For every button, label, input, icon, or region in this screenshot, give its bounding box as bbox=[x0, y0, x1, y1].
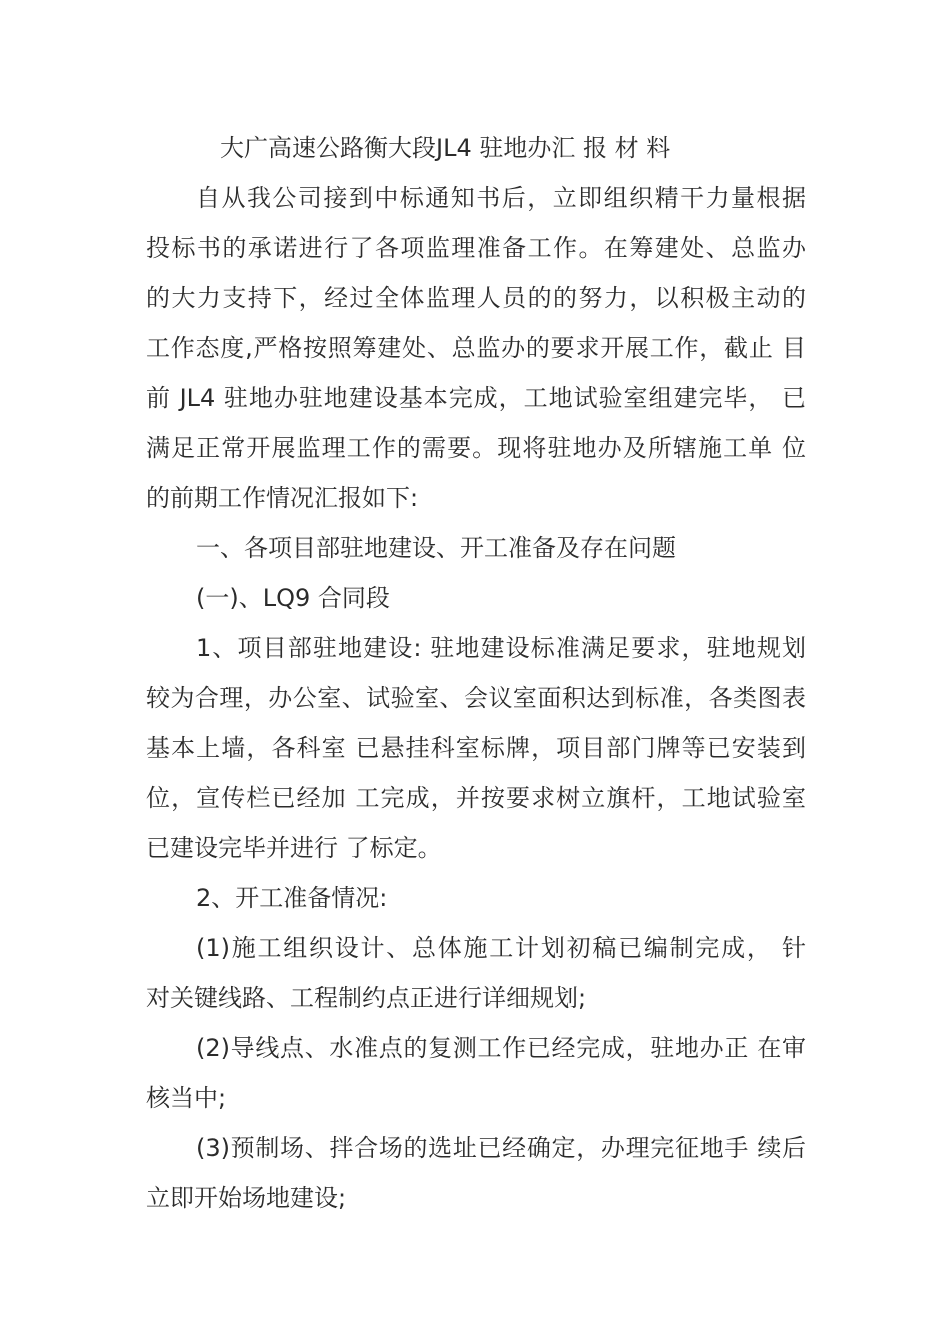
list-item-line: 对关键线路、工程制约点正进行详细规划; bbox=[146, 984, 587, 1012]
list-item-line: (2)导线点、水准点的复测工作已经完成，驻地办正 在审 bbox=[196, 1034, 806, 1062]
paragraph-line: 已建设完毕并进行 了标定。 bbox=[146, 834, 442, 862]
paragraph-line: 满足正常开展监理工作的需要。现将驻地办及所辖施工单 位 bbox=[146, 434, 806, 462]
section-heading: 一、各项目部驻地建设、开工准备及存在问题 bbox=[196, 534, 676, 562]
paragraph-line: 自从我公司接到中标通知书后，立即组织精干力量根据 bbox=[196, 184, 806, 212]
list-item-line: 核当中; bbox=[146, 1084, 227, 1112]
paragraph-line: 前 JL4 驻地办驻地建设基本完成，工地试验室组建完毕， 已 bbox=[146, 384, 806, 412]
document-title: 大广高速公路衡大段JL4 驻地办汇 报 材 料 bbox=[220, 134, 671, 162]
paragraph-line: 1、项目部驻地建设: 驻地建设标准满足要求，驻地规划 bbox=[196, 634, 806, 662]
paragraph-line: 的大力支持下，经过全体监理人员的的努力，以积极主动的 bbox=[146, 284, 806, 312]
paragraph-line: 的前期工作情况汇报如下: bbox=[146, 484, 419, 512]
paragraph-line: 工作态度,严格按照筹建处、总监办的要求开展工作，截止 目 bbox=[146, 334, 806, 362]
subsection-heading: (一)、LQ9 合同段 bbox=[196, 584, 390, 612]
paragraph-line: 基本上墙，各科室 已悬挂科室标牌，项目部门牌等已安装到 bbox=[146, 734, 806, 762]
list-item-line: (1)施工组织设计、总体施工计划初稿已编制完成， 针 bbox=[196, 934, 806, 962]
paragraph-line: 较为合理，办公室、试验室、会议室面积达到标准，各类图表 bbox=[146, 684, 806, 712]
paragraph-line: 位，宣传栏已经加 工完成，并按要求树立旗杆，工地试验室 bbox=[146, 784, 806, 812]
list-item-line: 立即开始场地建设; bbox=[146, 1184, 347, 1212]
paragraph-line: 投标书的承诺进行了各项监理准备工作。在筹建处、总监办 bbox=[146, 234, 806, 262]
subsection-heading: 2、开工准备情况: bbox=[196, 884, 388, 912]
list-item-line: (3)预制场、拌合场的选址已经确定，办理完征地手 续后 bbox=[196, 1134, 806, 1162]
